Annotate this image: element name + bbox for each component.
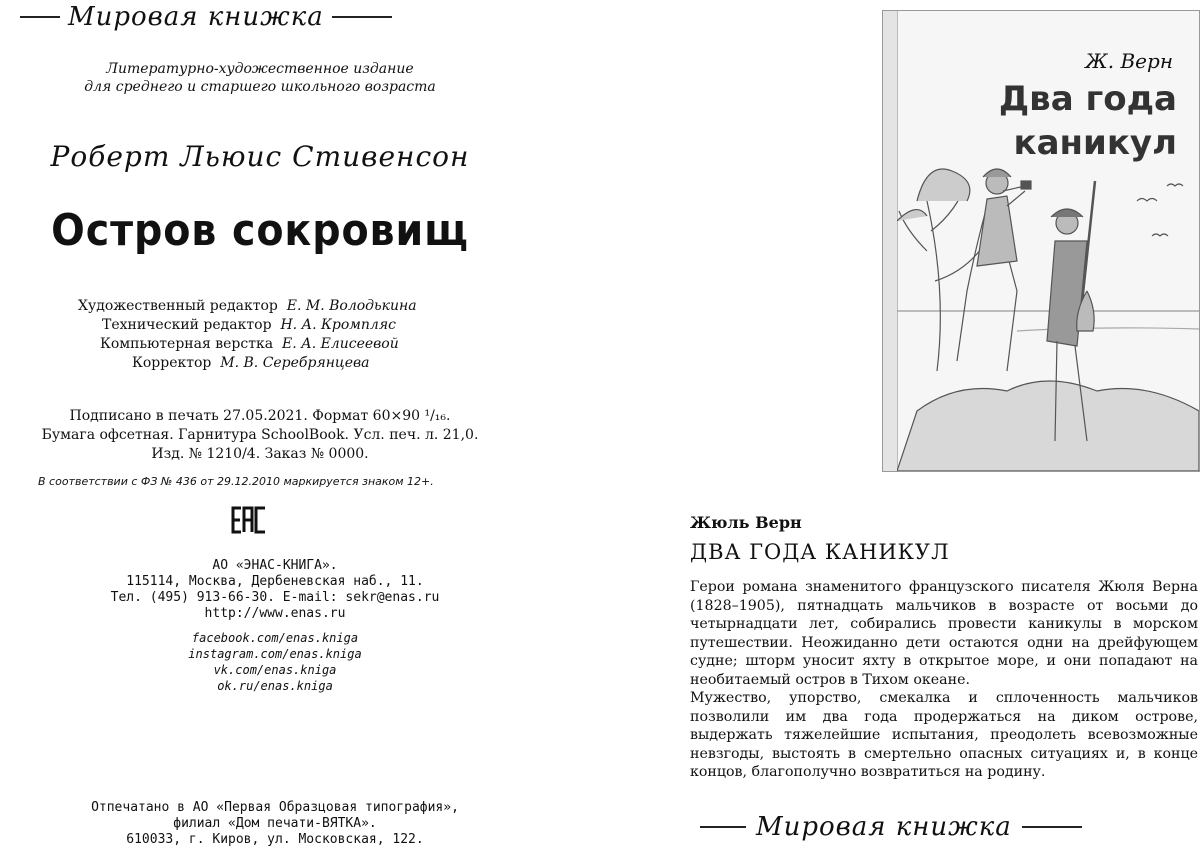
publisher-line: 115114, Москва, Дербеневская наб., 11. xyxy=(126,574,424,589)
credits-list xyxy=(78,297,417,373)
book-author-label: Жюль Верн xyxy=(690,513,802,532)
right-page xyxy=(600,0,1200,851)
cover-title-line: каникул xyxy=(1013,123,1177,163)
eac-mark-icon xyxy=(230,505,270,535)
print-line: Изд. № 1210/4. Заказ № 0000. xyxy=(151,446,369,462)
credit-role: Компьютерная верстка xyxy=(100,336,274,352)
cover-title-line: Два года xyxy=(998,79,1177,119)
print-line: Подписано в печать 27.05.2021. Формат 60×90 ¹/₁₆. xyxy=(69,408,451,424)
publisher-line: http://www.enas.ru xyxy=(204,606,346,621)
credit-name: М. В. Серебрянцева xyxy=(220,355,370,371)
print-line: Бумага офсетная. Гарнитура SchoolBook. Усл. печ. л. 21,0. xyxy=(41,427,479,443)
credit-line xyxy=(78,354,417,373)
social-link[interactable]: ok.ru/enas.kniga xyxy=(217,679,333,693)
series-footer xyxy=(700,812,1082,842)
credit-role: Художественный редактор xyxy=(78,298,278,314)
credit-name: Н. А. Кромпляс xyxy=(280,317,396,333)
publisher-line: Тел. (495) 913-66-30. E-mail: sekr@enas.ru xyxy=(110,590,440,605)
cover-illustration xyxy=(897,141,1199,471)
cover-spine xyxy=(883,11,898,471)
age-rating-note: В соответствии с ФЗ № 436 от 29.12.2010 маркируется знаком 12+. xyxy=(38,475,434,488)
series-header xyxy=(20,2,392,32)
credit-name: Е. М. Володькина xyxy=(286,298,417,314)
social-link[interactable]: instagram.com/enas.kniga xyxy=(188,647,362,661)
credit-role: Корректор xyxy=(132,355,212,371)
credit-line xyxy=(78,335,417,354)
series-dash-left xyxy=(700,826,746,828)
social-link[interactable]: vk.com/enas.kniga xyxy=(213,663,337,677)
series-dash-right xyxy=(332,16,392,18)
printer-line: 610033, г. Киров, ул. Московская, 122. xyxy=(126,832,424,847)
printer-info xyxy=(40,800,510,848)
series-dash-left xyxy=(20,16,60,18)
edition-subtitle xyxy=(0,60,520,96)
subtitle-line: Литературно-художественное издание xyxy=(106,61,414,77)
book-cover xyxy=(882,10,1200,472)
social-link[interactable]: facebook.com/enas.kniga xyxy=(191,631,359,645)
series-title: Мировая книжка xyxy=(68,2,324,32)
book-title-label: ДВА ГОДА КАНИКУЛ xyxy=(690,540,950,564)
book-author: Роберт Льюис Стивенсон xyxy=(50,140,470,173)
cover-author: Ж. Верн xyxy=(1085,49,1173,73)
series-dash-right xyxy=(1022,826,1082,828)
social-links xyxy=(40,630,510,694)
print-info xyxy=(40,407,480,464)
publisher-line: АО «ЭНАС-КНИГА». xyxy=(212,558,338,573)
credit-line xyxy=(78,297,417,316)
publisher-info xyxy=(40,558,510,622)
description-paragraph: Герои романа знаменитого французского писателя Жюля Верна (1828–1905), пятнадцать мальчиков в возрасте от восьми до четырнадцати лет, собирались провести каникулы в морском путешествии. Неожиданно дети остаются одни на дрейфующем судне; шторм уносит яхту в открытое море, и они попадают на необитаемый остров в Тихом океане. xyxy=(690,579,1198,688)
printer-line: филиал «Дом печати-ВЯТКА». xyxy=(173,816,377,831)
credit-line xyxy=(78,316,417,335)
printer-line: Отпечатано в АО «Первая Образцовая типография», xyxy=(91,800,459,815)
book-description xyxy=(690,578,1198,782)
series-title: Мировая книжка xyxy=(756,812,1012,842)
subtitle-line: для среднего и старшего школьного возраста xyxy=(84,79,436,95)
credit-role: Технический редактор xyxy=(102,317,272,333)
description-paragraph: Мужество, упорство, смекалка и сплоченность мальчиков позволили им два года продержаться на диком острове, выдержать тяжелейшие испытания, преодолеть всевозможные невзгоды, выстоять в смертельно опасных ситуациях и, в конце концов, благополучно возвратиться на родину. xyxy=(690,690,1198,780)
book-title: Остров сокровищ xyxy=(51,205,469,256)
credit-name: Е. А. Елисеевой xyxy=(281,336,399,352)
